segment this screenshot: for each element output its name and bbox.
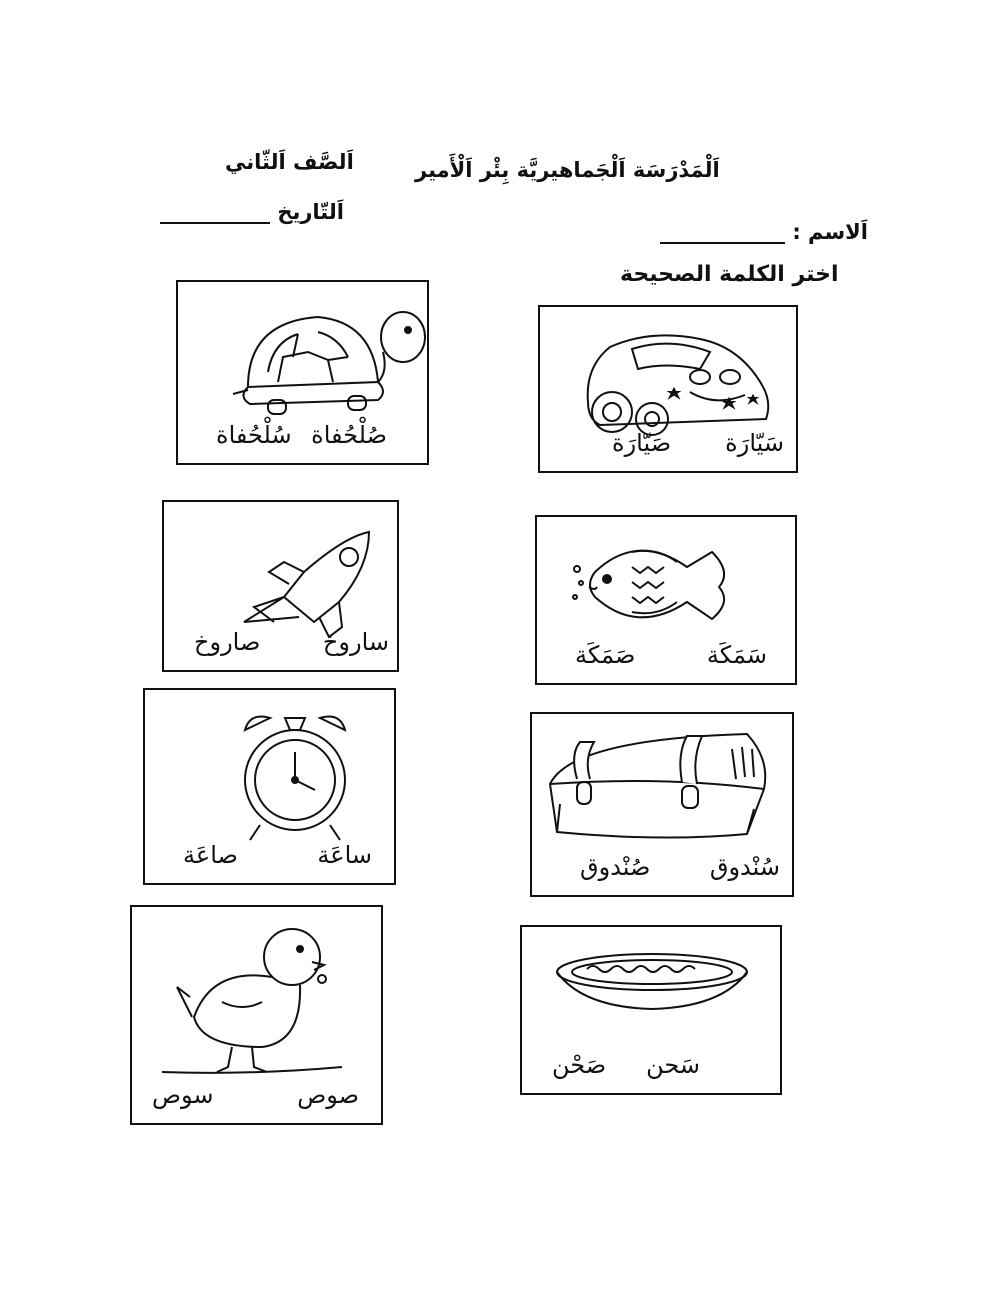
grade-label: اَلصَّف اَلثّاني (225, 150, 354, 174)
name-line[interactable] (660, 242, 785, 244)
option-right[interactable]: صُلْحُفاة (311, 421, 387, 449)
option-right[interactable]: سُنْدوق (709, 853, 780, 881)
option-right[interactable]: صوص (297, 1081, 359, 1109)
option-left[interactable]: صاعَة (183, 841, 238, 869)
option-left[interactable]: صُنْدوق (580, 853, 651, 881)
card-clock (143, 688, 396, 885)
option-right[interactable]: ساعَة (317, 841, 372, 869)
name-label: اَلاسم : (792, 220, 868, 244)
option-left[interactable]: صَيّارَة (612, 429, 672, 457)
option-left[interactable]: سُلْحُفاة (216, 421, 292, 449)
option-left[interactable]: سوص (152, 1081, 214, 1109)
school-name: اَلْمَدْرَسَة اَلْجَماهيريَّة بِئْر اَلْأَمير (415, 158, 720, 182)
card-chick (130, 905, 383, 1125)
date-field[interactable] (160, 200, 344, 224)
date-label: اَلتّاريخ (277, 200, 344, 224)
card-chest (530, 712, 794, 897)
name-field[interactable] (660, 220, 868, 244)
instruction-text: اختر الكلمة الصحيحة (620, 262, 839, 287)
card-turtle (176, 280, 429, 465)
date-line[interactable] (160, 222, 270, 224)
option-left[interactable]: صاروخ (194, 628, 261, 656)
card-rocket (162, 500, 399, 672)
card-car (538, 305, 798, 473)
card-fish (535, 515, 797, 685)
card-plate (520, 925, 782, 1095)
option-right[interactable]: سَحن (646, 1051, 700, 1079)
option-left[interactable]: صَحْن (552, 1051, 607, 1079)
option-left[interactable]: صَمَكَة (575, 641, 636, 669)
option-right[interactable]: ساروخ (322, 628, 389, 656)
option-right[interactable]: سَمَكَة (706, 641, 767, 669)
option-right[interactable]: سَيّارَة (725, 429, 784, 457)
